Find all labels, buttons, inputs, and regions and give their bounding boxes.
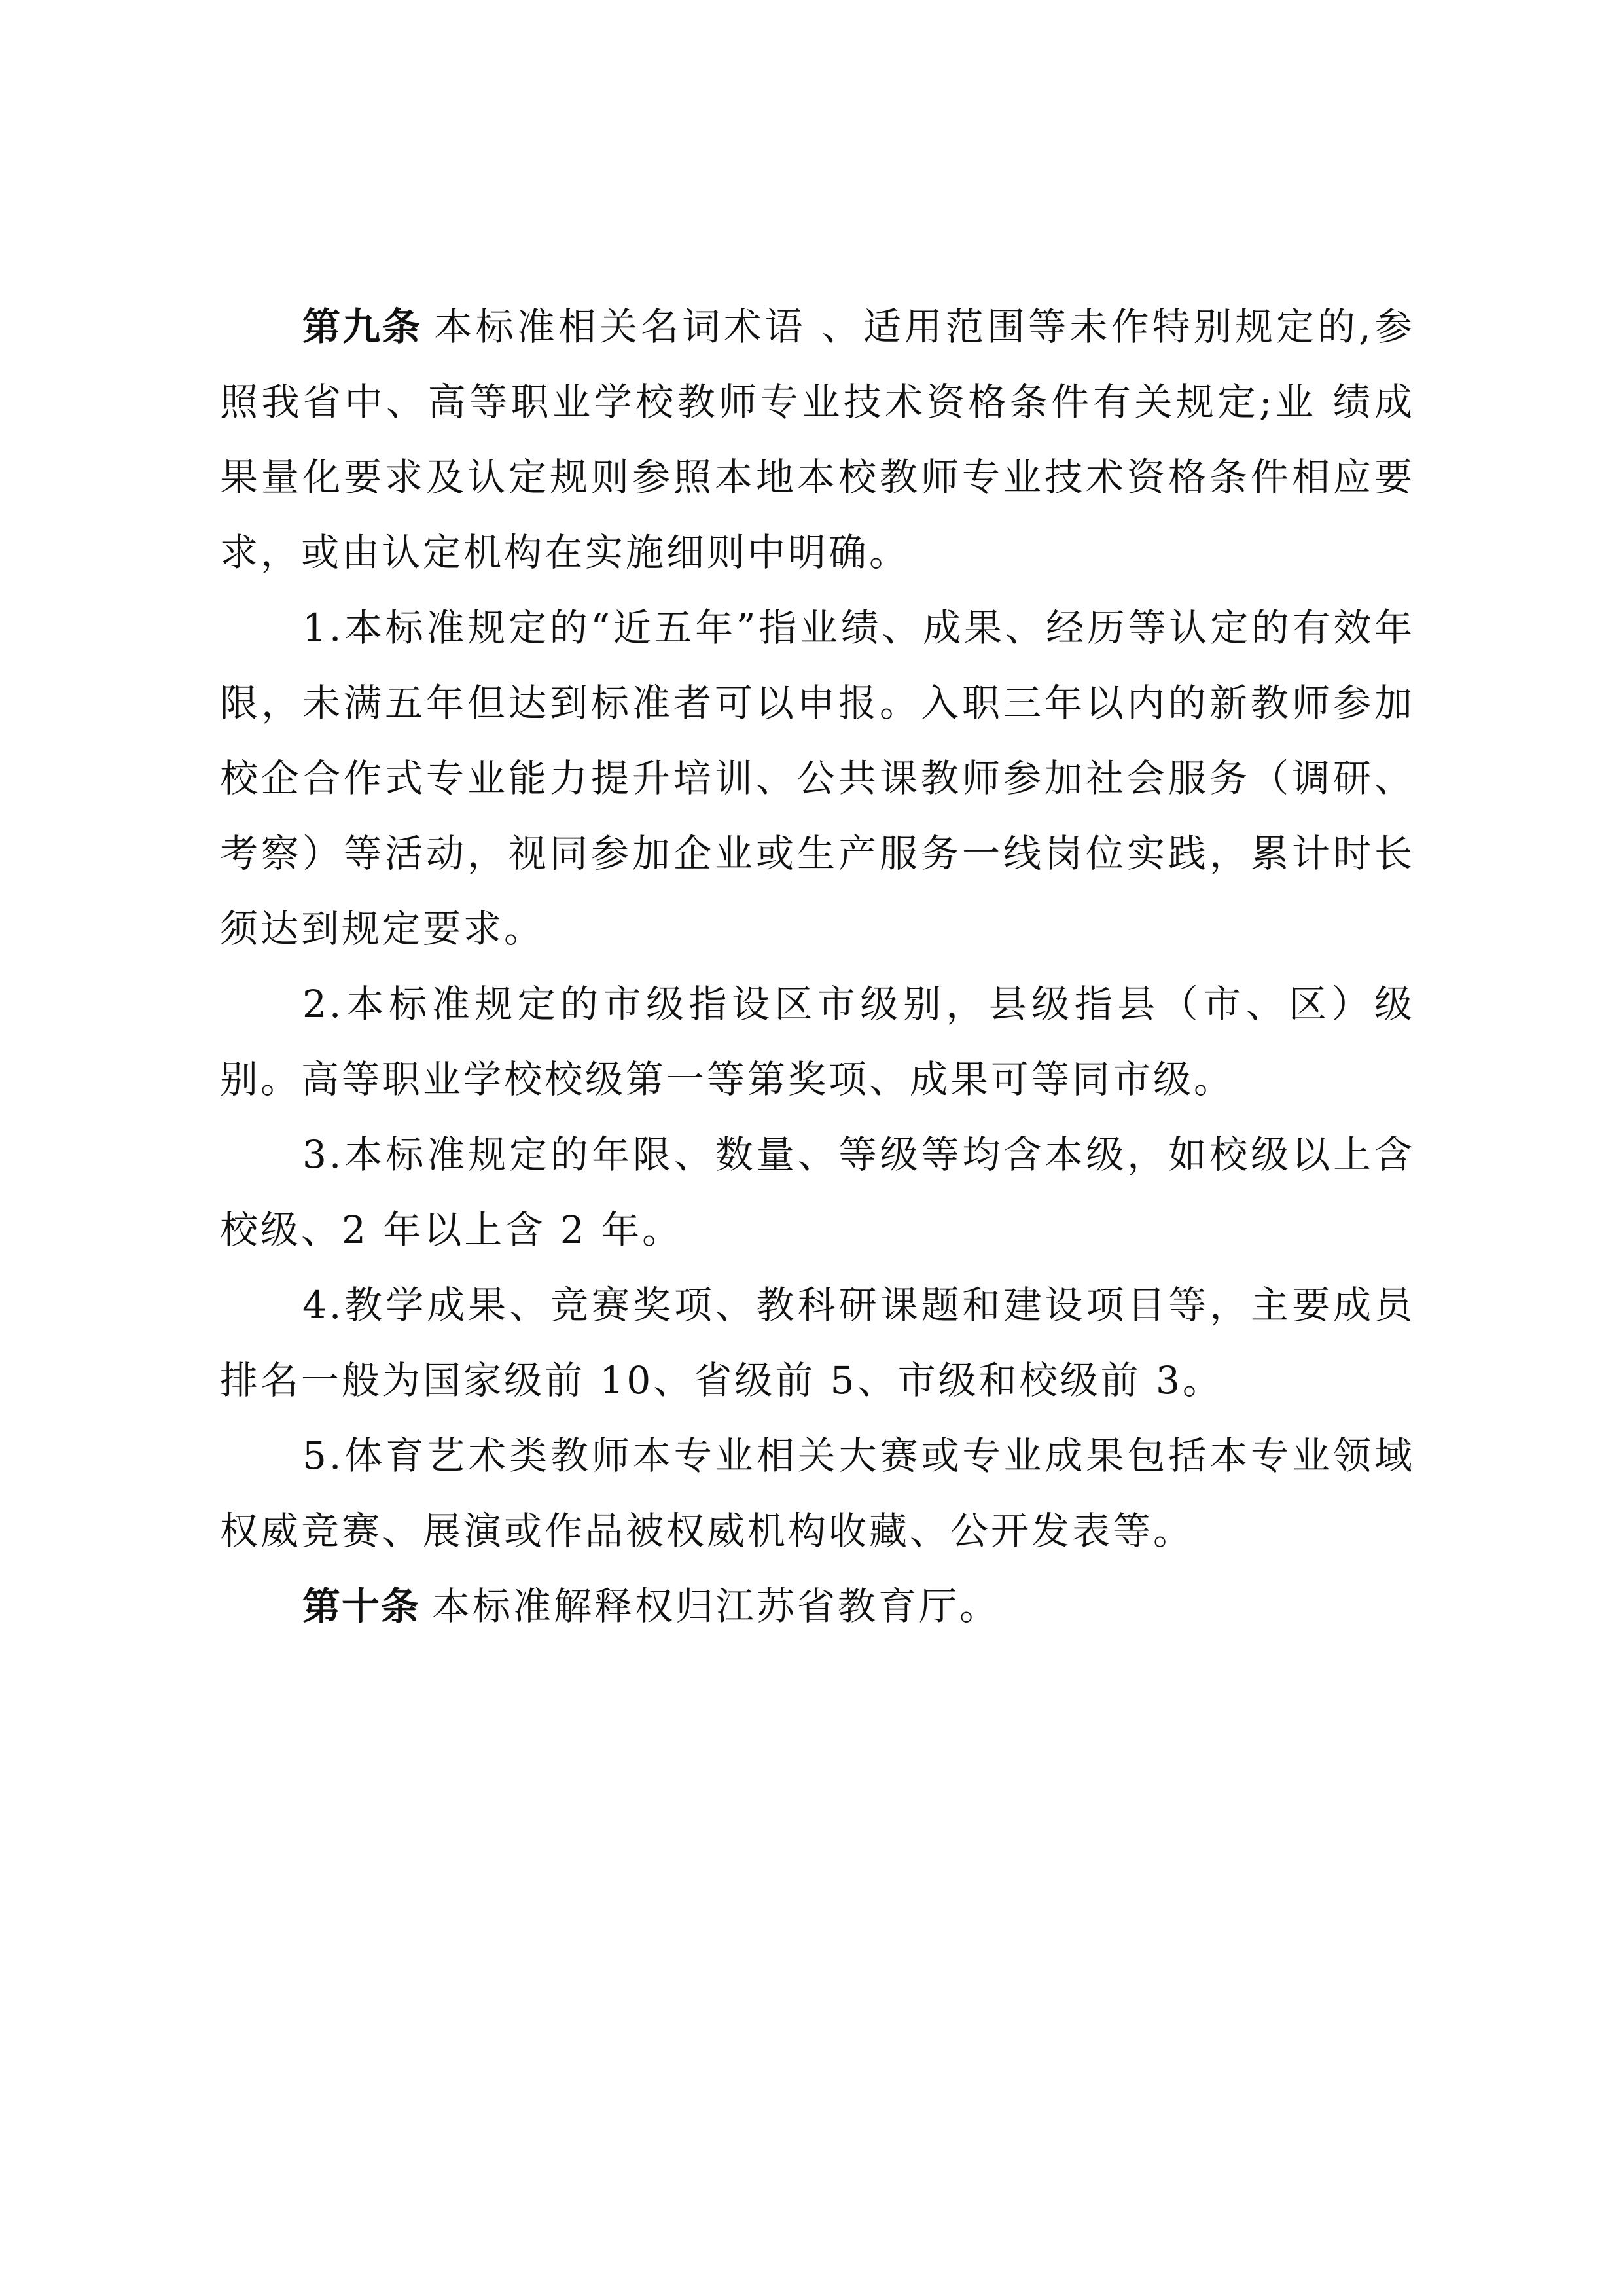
item-4-paragraph: 4.教学成果、竞赛奖项、教科研课题和建设项目等，主要成员排名一般为国家级前 10、省级前 5、市级和校级前 3。 <box>220 1283 1415 1403</box>
item-5-paragraph: 5.体育艺术类教师本专业相关大赛或专业成果包括本专业领域权威竞赛、展演或作品被权威机构收藏、公开发表等。 <box>220 1433 1415 1553</box>
article-10-paragraph <box>220 1569 1415 1644</box>
article-9-text: 本标准相关名词术语 、适用范围等未作特别规定的,参照我省中、高等职业学校教师专业技术资格条件有关规定;业 绩成果量化要求及认定规则参照本地本校教师专业技术资格条件相应要求，或由认定机构在实施细则中明确。 <box>220 304 1415 575</box>
article-10-heading: 第十条 <box>302 1584 421 1628</box>
item-3-paragraph: 3.本标准规定的年限、数量、等级等均含本级，如校级以上含校级、2 年以上含 2 年。 <box>220 1132 1415 1252</box>
article-9-paragraph <box>220 289 1415 590</box>
document-body <box>220 289 1415 1644</box>
article-10-text: 本标准解释权归江苏省教育厅。 <box>432 1584 1001 1628</box>
article-9-heading: 第九条 <box>302 304 423 349</box>
item-1-paragraph: 1.本标准规定的“近五年”指业绩、成果、经历等认定的有效年限，未满五年但达到标准者可以申报。入职三年以内的新教师参加校企合作式专业能力提升培训、公共课教师参加社会服务（调研、考察）等活动，视同参加企业或生产服务一线岗位实践，累计时长须达到规定要求。 <box>220 605 1415 951</box>
item-2-paragraph: 2.本标准规定的市级指设区市级别，县级指县（市、区）级别。高等职业学校校级第一等第奖项、成果可等同市级。 <box>220 982 1415 1102</box>
